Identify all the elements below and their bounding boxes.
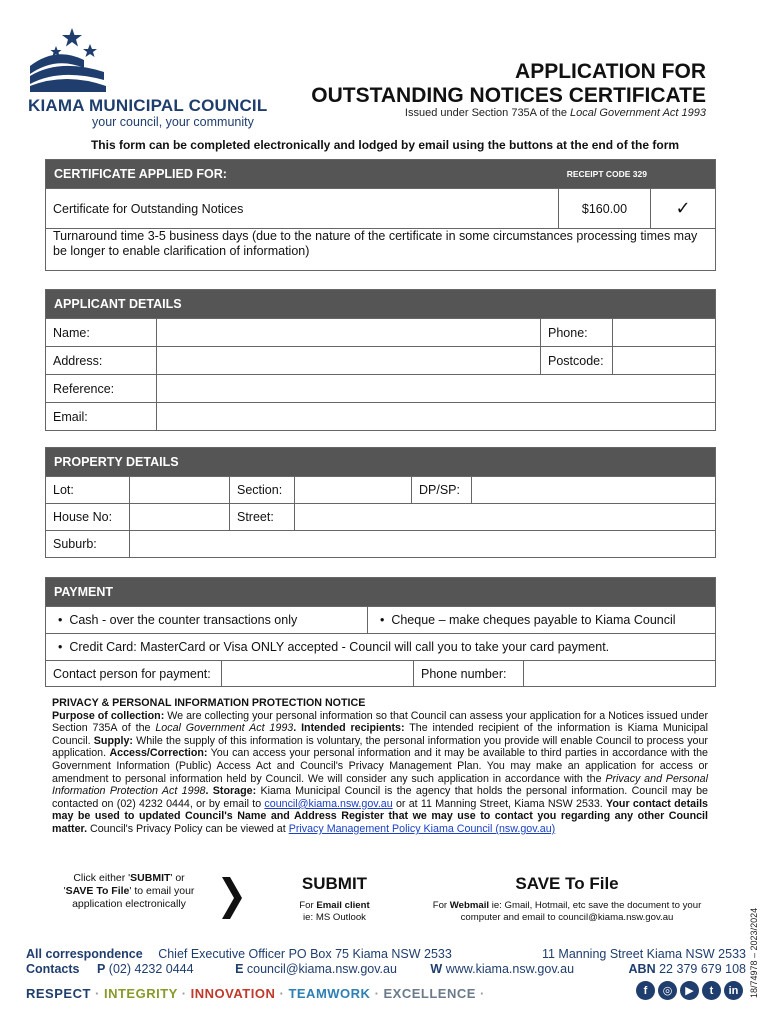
- property-heading: PROPERTY DETAILS: [46, 448, 715, 476]
- payment-heading: PAYMENT: [46, 578, 715, 606]
- document-reference: 18/74978 – 2023/2024: [749, 907, 759, 998]
- value-teamwork: TEAMWORK: [288, 986, 371, 1001]
- save-note: [428, 900, 706, 923]
- council-website[interactable]: www.kiama.nsw.gov.au: [445, 962, 575, 976]
- council-name: KIAMA MUNICIPAL COUNCIL: [28, 96, 268, 115]
- privacy-heading: PRIVACY & PERSONAL INFORMATION PROTECTION NOTICE: [52, 697, 366, 709]
- section-field[interactable]: [294, 477, 411, 503]
- certificate-row: [46, 188, 715, 228]
- email-field[interactable]: [156, 403, 715, 430]
- council-values: RESPECT · INTEGRITY · INNOVATION · TEAMWORK · EXCELLENCE ·: [26, 986, 485, 1001]
- title-line-2: OUTSTANDING NOTICES CERTIFICATE: [311, 84, 706, 107]
- street-field[interactable]: [294, 504, 715, 530]
- linkedin-icon[interactable]: in: [724, 981, 743, 1000]
- page-subtitle: [405, 107, 706, 119]
- value-integrity: INTEGRITY: [103, 986, 178, 1001]
- submit-note: [262, 900, 407, 923]
- council-tagline: your council, your community: [92, 115, 254, 129]
- name-field[interactable]: [156, 319, 540, 346]
- receipt-code: RECEIPT CODE 329: [566, 169, 647, 179]
- subtitle-prefix: Issued under Section 735A of the: [404, 107, 571, 119]
- value-excellence: EXCELLENCE: [383, 986, 476, 1001]
- instr-part-2: ' or ': [63, 872, 185, 897]
- suburb-field[interactable]: [129, 531, 715, 557]
- instr-submit: SUBMIT: [130, 872, 171, 884]
- payment-option-cash[interactable]: • Cash - over the counter transactions only: [58, 613, 298, 627]
- correspondence-label: All correspondence: [26, 947, 143, 961]
- postcode-label: Postcode:: [540, 347, 612, 374]
- page-title: [311, 60, 706, 108]
- payment-row-methods: [46, 606, 715, 633]
- web-prefix: W: [430, 962, 443, 976]
- council-phone: (02) 4232 0444: [108, 962, 194, 976]
- phone-field[interactable]: [612, 319, 715, 346]
- save-note-bold: Webmail: [449, 900, 490, 911]
- payment-row-contact: [46, 660, 715, 686]
- privacy-purpose-text: We are collecting your personal information so that Council can assess your application for a Notices issued under Section 735A of the: [52, 709, 708, 735]
- house-label: House No:: [53, 510, 113, 524]
- name-label: Name:: [53, 325, 90, 340]
- property-row-lot: [46, 476, 715, 503]
- payment-option-cheque[interactable]: • Cheque – make cheques payable to Kiama Council: [367, 607, 715, 633]
- privacy-notice: [52, 697, 708, 836]
- youtube-icon[interactable]: ▶: [680, 981, 699, 1000]
- submit-button[interactable]: [262, 874, 407, 923]
- suburb-label: Suburb:: [53, 537, 97, 551]
- section-label: Section:: [229, 477, 294, 503]
- certificate-heading: CERTIFICATE APPLIED FOR:: [54, 167, 227, 181]
- certificate-section: [45, 159, 716, 271]
- council-logo: [26, 26, 266, 132]
- certificate-checkbox[interactable]: ✓: [650, 189, 715, 228]
- lot-field[interactable]: [129, 477, 229, 503]
- privacy-act-1: Local Government Act 1993: [155, 722, 294, 735]
- social-links: [636, 981, 743, 1000]
- privacy-body: [52, 710, 708, 836]
- payment-section: [45, 577, 716, 687]
- subtitle-act: Local Government Act 1993: [570, 107, 706, 119]
- privacy-act-2: Privacy and Personal Information Protection Act 1998: [52, 772, 708, 798]
- correspondence-address: Chief Executive Officer PO Box 75 Kiama NSW 2533: [158, 947, 452, 961]
- privacy-access-text: You can access your personal information and it may be available to third parties in accordance with the Government Information (Public) Access Act and Council's Privacy Management Plan. You may make an application for access or amendment to personal information held by Council. We will consider any such application in accordance with the: [52, 747, 708, 785]
- house-field[interactable]: [129, 504, 229, 530]
- privacy-recipients-label: . Intended recipients:: [293, 722, 405, 735]
- turnaround-note: Turnaround time 3-5 business days (due to the nature of the certificate in some circumstances processing times may be longer to enable clarification of information): [46, 228, 715, 270]
- lot-label: Lot:: [53, 483, 74, 497]
- privacy-supply-text: While the supply of this information is voluntary, the personal information you provide will enable Council to process your application.: [52, 734, 708, 760]
- email-prefix: E: [235, 962, 244, 976]
- cash-text: Cash - over the counter transactions only: [69, 613, 298, 627]
- value-innovation: INNOVATION: [190, 986, 276, 1001]
- street-address: 11 Manning Street Kiama NSW 2533: [541, 947, 746, 961]
- council-email[interactable]: council@kiama.nsw.gov.au: [246, 962, 397, 976]
- applicant-heading: APPLICANT DETAILS: [46, 290, 715, 318]
- twitter-icon[interactable]: t: [702, 981, 721, 1000]
- instagram-icon[interactable]: ◎: [658, 981, 677, 1000]
- applicant-section: [45, 289, 716, 431]
- facebook-icon[interactable]: f: [636, 981, 655, 1000]
- submit-note-bold: Email client: [316, 900, 370, 911]
- instr-save: SAVE To File: [65, 885, 130, 897]
- instr-part-3: ' to email your application electronically: [72, 885, 195, 910]
- council-logo-icon: [26, 26, 116, 96]
- privacy-address-text: or at 11 Manning Street, Kiama NSW 2533.: [392, 797, 607, 810]
- applicant-row-email: [46, 402, 715, 430]
- cheque-text: Cheque – make cheques payable to Kiama Council: [391, 613, 676, 627]
- abn-label: ABN: [628, 962, 656, 976]
- contacts-line: [26, 962, 746, 976]
- privacy-policy-link[interactable]: Privacy Management Policy Kiama Council (nsw.gov.au): [288, 822, 556, 835]
- certificate-heading-bar: [46, 160, 715, 188]
- abn-value: 22 379 679 108: [659, 962, 746, 976]
- privacy-storage-label: . Storage:: [205, 785, 257, 798]
- phone-label: Phone:: [540, 319, 612, 346]
- address-label: Address:: [53, 353, 103, 368]
- privacy-supply-label: Supply:: [93, 734, 133, 747]
- submit-instructions: [60, 872, 198, 911]
- value-respect: RESPECT: [26, 986, 91, 1001]
- payment-phone-label: Phone number:: [413, 661, 523, 686]
- applicant-row-name: [46, 318, 715, 346]
- submit-note-suffix: ie: MS Outlook: [303, 911, 366, 923]
- payment-row-credit: [46, 633, 715, 660]
- applicant-row-reference: [46, 374, 715, 402]
- form-instruction: This form can be completed electronically and lodged by email using the buttons at the end of the form: [90, 138, 680, 152]
- privacy-policy-text: Council's Privacy Policy can be viewed at: [87, 822, 289, 835]
- phone-prefix: P: [96, 962, 106, 976]
- contacts-label: Contacts: [26, 962, 80, 976]
- privacy-access-label: Access/Correction:: [109, 747, 208, 760]
- save-label: SAVE To File: [515, 874, 619, 893]
- arrow-right-icon: [220, 875, 244, 921]
- privacy-contact-note: Your contact details may be used to updated Council's Name and Address Register that we may use to contact you regarding any other Council matter.: [52, 797, 708, 835]
- dpsp-field[interactable]: [471, 477, 715, 503]
- save-to-file-button[interactable]: [428, 874, 706, 923]
- dpsp-label: DP/SP:: [411, 477, 471, 503]
- address-field[interactable]: [156, 347, 540, 374]
- payment-phone-field[interactable]: [523, 661, 715, 686]
- privacy-recipients-text: The intended recipient of the information is Kiama Municipal Council.: [52, 722, 708, 747]
- credit-text: Credit Card: MasterCard or Visa ONLY accepted - Council will call you to take your card payment.: [69, 640, 610, 654]
- title-line-1: APPLICATION FOR: [515, 60, 706, 83]
- privacy-storage-text: Kiama Municipal Council is the agency that holds the personal information. Council may be contacted on (02) 4232 0444, or by email to: [52, 785, 709, 810]
- email-label: Email:: [53, 409, 88, 424]
- payment-option-credit[interactable]: • Credit Card: MasterCard or Visa ONLY accepted - Council will call you to take your card payment.: [58, 640, 610, 654]
- certificate-fee: $160.00: [558, 189, 650, 228]
- submit-label: SUBMIT: [301, 874, 368, 893]
- instr-part-1: Click either ': [73, 872, 131, 884]
- payment-contact-label: Contact person for payment:: [53, 666, 211, 681]
- reference-label: Reference:: [53, 381, 115, 396]
- applicant-row-address: [46, 346, 715, 374]
- save-note-prefix: For: [432, 900, 450, 911]
- submit-note-prefix: For: [299, 900, 317, 911]
- payment-contact-field[interactable]: [221, 661, 413, 686]
- certificate-item: Certificate for Outstanding Notices: [53, 201, 244, 216]
- reference-field[interactable]: [156, 375, 715, 402]
- property-section: [45, 447, 716, 558]
- postcode-field[interactable]: [612, 347, 715, 374]
- street-label: Street:: [229, 504, 294, 530]
- property-row-house: [46, 503, 715, 530]
- save-note-suffix: ie: Gmail, Hotmail, etc save the document to your computer and email to council@kiama.nsw.gov.au: [460, 900, 702, 923]
- privacy-purpose-label: Purpose of collection:: [52, 709, 165, 722]
- council-email-link[interactable]: council@kiama.nsw.gov.au: [264, 797, 393, 810]
- correspondence-line: [26, 947, 746, 961]
- property-row-suburb: [46, 530, 715, 557]
